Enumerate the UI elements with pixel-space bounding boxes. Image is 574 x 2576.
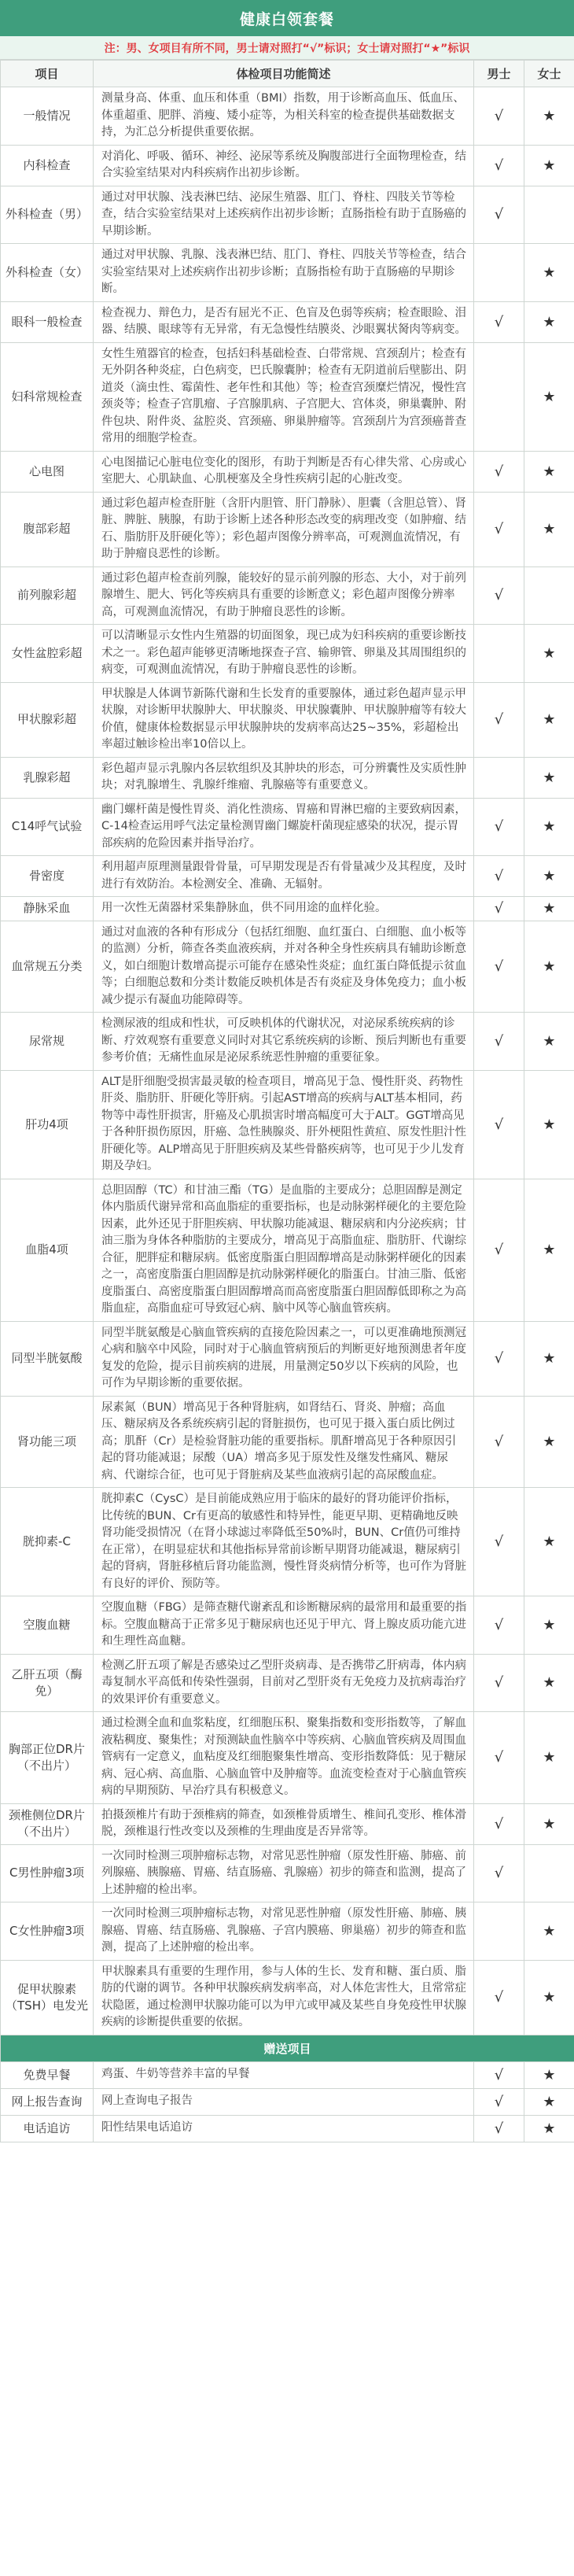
table-row (1, 145, 574, 186)
row-item-name: 妇科常规检查 (1, 342, 94, 451)
row-description: ALT是肝细胞受损害最灵敏的检查项目，增高见于急、慢性肝炎、药物性肝炎、脂肪肝、肝硬化等肝病。引起AST增高的疾病与ALT基本相同，药物等中毒性肝损害，肝癌及心肌损害时增高幅度可大于ALT。GGT增高见于各种肝损伤原因，肝癌、急性胰腺炎、肝外梗阻性黄疸、原发性胆汁性肝硬化等。ALP增高见于肝胆疾病及某些骨骼疾病等，也可见于少儿发育期及孕妇。 (94, 1070, 474, 1179)
row-male-mark: √ (474, 566, 524, 625)
row-female-mark (524, 186, 574, 244)
row-item-name: 促甲状腺素（TSH）电发光 (1, 1960, 94, 2035)
row-description: 一次同时检测三项肿瘤标志物，对常见恶性肿瘤（原发性肝癌、肺癌、胰腺癌、胃癌、结直肠癌、乳腺癌、子宫内膜癌、卵巢癌）初步的筛查和监测，提高了上述肿瘤的检出率。 (94, 1902, 474, 1961)
row-description: 胱抑素C（CysC）是目前能成熟应用于临床的最好的肾功能评价指标，比传统的BUN、Cr有更高的敏感性和特异性，能更早期、更精确地反映肾功能受损情况（在肾小球滤过率降低至50%时，BUN、Cr值仍可维持在正常），在明显症状和其他指标异常前诊断早期肾功能减退，糖尿病引起的肾病，肾脏移植后肾功能监测，慢性肾炎病情分析等，也可作为肾脏有良好的评价、预防等。 (94, 1488, 474, 1596)
row-male-mark: √ (474, 1654, 524, 1712)
row-female-mark: ★ (524, 798, 574, 856)
row-male-mark: √ (474, 1179, 524, 1321)
row-item-name: 乙肝五项（酶免） (1, 1654, 94, 1712)
row-description: 测量身高、体重、血压和体重（BMI）指数，用于诊断高血压、低血压、体重超重、肥胖、消瘦、矮小症等，为相关科室的检查提供基础数据支持，为汇总分析提供重要依据。 (94, 87, 474, 146)
row-item-name: 乳腺彩超 (1, 757, 94, 798)
table-header-row (1, 61, 574, 87)
table-row (1, 1596, 574, 1655)
gift-row (1, 2115, 574, 2142)
row-item-name: 同型半胱氨酸 (1, 1321, 94, 1396)
gift-rows (1, 2035, 574, 2142)
row-item-name: 胸部正位DR片（不出片） (1, 1712, 94, 1804)
row-male-mark: √ (474, 682, 524, 757)
package-title: 健康白领套餐 (0, 0, 574, 36)
gift-section-title: 赠送项目 (1, 2035, 574, 2061)
row-item-name: 尿常规 (1, 1013, 94, 1071)
column-header-desc: 体检项目功能简述 (94, 61, 474, 87)
row-female-mark: ★ (524, 2115, 574, 2142)
table-row (1, 186, 574, 244)
table-row (1, 1396, 574, 1488)
table-row (1, 566, 574, 625)
table-row (1, 897, 574, 921)
row-description: 彩色超声显示乳腺内各层软组织及其肿块的形态，可分辨囊性及实质性肿块；对乳腺增生、乳腺纤维瘤、乳腺癌等有重要意义。 (94, 757, 474, 798)
row-description: 同型半胱氨酸是心脑血管疾病的直接危险因素之一，可以更准确地预测冠心病和脑卒中风险，同时对于心脑血管病预后的判断更好地预测患者年度复发的危险，提示目前疾病的进展，用量测定50岁以下疾病的风险，也可作为早期诊断的重要依据。 (94, 1321, 474, 1396)
row-description: 通过检测全血和血浆粘度，红细胞压积、聚集指数和变形指数等，了解血液粘稠度、聚集性；对预测缺血性脑卒中等疾病、心脑血管疾病及周围血管病有一定意义，血粘度及红细胞聚集性增高、变形指数降低：见于糖尿病、冠心病、高血脂、心脑血管中及肿瘤等。血流变检查对于心脑血管疾病的早期预防、早治疗具有积极意义。 (94, 1712, 474, 1804)
row-female-mark: ★ (524, 682, 574, 757)
row-description: 通过彩色超声检查前列腺，能较好的显示前列腺的形态、大小，对于前列腺增生、肥大、钙化等疾病具有重要的诊断意义；彩色超声图像分辨率高，可观测血流情况，有助于肿瘤良恶性的诊断。 (94, 566, 474, 625)
table-row (1, 87, 574, 146)
row-male-mark: √ (474, 451, 524, 492)
row-description: 对消化、呼吸、循环、神经、泌尿等系统及胸腹部进行全面物理检查，结合实验室结果对内科疾病作出初步诊断。 (94, 145, 474, 186)
row-item-name: 女性盆腔彩超 (1, 625, 94, 683)
row-item-name: 电话追访 (1, 2115, 94, 2142)
row-description: 检测尿液的组成和性状，可反映机体的代谢状况，对泌尿系统疾病的诊断、疗效观察有重要意义同时对其它系统疾病的诊断、预后判断也有重要参考价值；无痛性血尿是泌尿系统恶性肿瘤的重要征象。 (94, 1013, 474, 1071)
row-item-name: 外科检查（女） (1, 244, 94, 302)
table-row (1, 342, 574, 451)
table-row (1, 1070, 574, 1179)
row-item-name: 肝功4项 (1, 1070, 94, 1179)
row-female-mark: ★ (524, 145, 574, 186)
row-male-mark: √ (474, 145, 524, 186)
row-female-mark: ★ (524, 1013, 574, 1071)
row-female-mark: ★ (524, 1902, 574, 1961)
table-row (1, 1960, 574, 2035)
table-row (1, 492, 574, 566)
row-male-mark: √ (474, 1960, 524, 2035)
row-female-mark: ★ (524, 625, 574, 683)
row-female-mark (524, 1844, 574, 1902)
row-item-name: 胱抑素-C (1, 1488, 94, 1596)
row-item-name: 骨密度 (1, 856, 94, 897)
row-item-name: 肾功能三项 (1, 1396, 94, 1488)
row-male-mark (474, 1902, 524, 1961)
table-row (1, 1654, 574, 1712)
row-item-name: 静脉采血 (1, 897, 94, 921)
row-item-name: 颈椎侧位DR片（不出片） (1, 1803, 94, 1844)
row-male-mark: √ (474, 856, 524, 897)
row-female-mark: ★ (524, 492, 574, 566)
row-male-mark: √ (474, 1013, 524, 1071)
row-description: 甲状腺素具有重要的生理作用，参与人体的生长、发育和糖、蛋白质、脂肪的代谢的调节。各种甲状腺疾病发病率高，对人体危害性大，且常常症状隐匿，通过检测甲状腺功能可以为甲亢或甲减及某些自身免疫性甲状腺疾病的诊断提供重要的依据。 (94, 1960, 474, 2035)
row-item-name: 甲状腺彩超 (1, 682, 94, 757)
row-item-name: 血常规五分类 (1, 921, 94, 1013)
row-item-name: 网上报告查询 (1, 2088, 94, 2115)
row-female-mark: ★ (524, 897, 574, 921)
row-description: 检查视力、辩色力，是否有屈光不正、色盲及色弱等疾病；检查眼睑、泪器、结膜、眼球等有无异常，有无急慢性结膜炎、沙眼翼状胬肉等病变。 (94, 301, 474, 342)
row-item-name: 血脂4项 (1, 1179, 94, 1321)
row-female-mark: ★ (524, 1321, 574, 1396)
column-header-item: 项目 (1, 61, 94, 87)
row-male-mark (474, 625, 524, 683)
row-male-mark: √ (474, 1488, 524, 1596)
row-female-mark: ★ (524, 757, 574, 798)
table-row (1, 625, 574, 683)
table-row (1, 921, 574, 1013)
row-female-mark: ★ (524, 244, 574, 302)
exam-rows (1, 87, 574, 2035)
table-row (1, 798, 574, 856)
row-female-mark: ★ (524, 856, 574, 897)
table-row (1, 1902, 574, 1961)
row-description: 检测乙肝五项了解是否感染过乙型肝炎病毒、是否携带乙肝病毒，体内病毒复制水平高低和传染性强弱，目前对乙型肝炎有无免疫力及抗病毒治疗的效果评价有重要意义。 (94, 1654, 474, 1712)
row-item-name: C女性肿瘤3项 (1, 1902, 94, 1961)
table-row (1, 856, 574, 897)
row-male-mark: √ (474, 1596, 524, 1655)
table-row (1, 1179, 574, 1321)
table-row (1, 244, 574, 302)
row-item-name: 眼科一般检查 (1, 301, 94, 342)
row-male-mark: √ (474, 921, 524, 1013)
row-description: 女性生殖器官的检查，包括妇科基础检查、白带常规、宫颈刮片；检查有无外阴各种炎症，白色病变，巴氏腺囊肿；检查有无阴道前后壁膨出、阴道炎（滴虫性、霉菌性、老年性和其他）等；检查宫颈糜烂情况，慢性宫颈炎等；检查子宫肌瘤、子宫腺肌病、子宫肥大、宫体炎，卵巢囊肿、附件包块、附件炎、盆腔炎、宫颈癌、卵巢肿瘤等。宫颈刮片为宫颈癌普查常用的细胞学检查。 (94, 342, 474, 451)
row-female-mark: ★ (524, 342, 574, 451)
row-description: 空腹血糖（FBG）是筛查糖代谢紊乱和诊断糖尿病的最常用和最重要的指标。空腹血糖高于正常多见于糖尿病也还见于甲亢、肾上腺皮质功能亢进和生理性高血糖。 (94, 1596, 474, 1655)
table-row (1, 1321, 574, 1396)
column-header-female: 女士 (524, 61, 574, 87)
row-item-name: 内科检查 (1, 145, 94, 186)
row-description: 通过对甲状腺、乳腺、浅表淋巴结、肛门、脊柱、四肢关节等检查，结合实验室结果对上述疾病作出初步诊断；直肠指检有助于直肠癌的早期诊断。 (94, 244, 474, 302)
row-description: 拍摄颈椎片有助于颈椎病的筛查，如颈椎骨质增生、椎间孔变形、椎体滑脱，颈椎退行性改变以及颈椎的生理曲度是否异常等。 (94, 1803, 474, 1844)
row-male-mark: √ (474, 1321, 524, 1396)
row-item-name: 腹部彩超 (1, 492, 94, 566)
gift-section-header (1, 2035, 574, 2061)
row-female-mark: ★ (524, 1070, 574, 1179)
row-item-name: 外科检查（男） (1, 186, 94, 244)
row-item-name: 免费早餐 (1, 2061, 94, 2088)
row-male-mark: √ (474, 492, 524, 566)
table-row (1, 757, 574, 798)
row-female-mark: ★ (524, 1960, 574, 2035)
row-male-mark (474, 244, 524, 302)
row-female-mark: ★ (524, 1396, 574, 1488)
row-female-mark: ★ (524, 1596, 574, 1655)
table-row (1, 1013, 574, 1071)
table-row (1, 1803, 574, 1844)
row-description: 通过对血液的各种有形成分（包括红细胞、血红蛋白、白细胞、血小板等的监测）分析，筛查各类血液疾病，并对各种全身性疾病具有辅助诊断意义，如白细胞计数增高提示可能存在感染性炎症；血红蛋白降低提示贫血等；白细胞总数和分类计数能反映机体是否有炎症及身体免疫力；血小板减少提示有凝血功能障碍等。 (94, 921, 474, 1013)
gift-row (1, 2088, 574, 2115)
row-item-name: 一般情况 (1, 87, 94, 146)
row-female-mark: ★ (524, 1712, 574, 1804)
row-female-mark: ★ (524, 87, 574, 146)
row-male-mark: √ (474, 2088, 524, 2115)
table-row (1, 1712, 574, 1804)
table-row (1, 1844, 574, 1902)
row-item-name: C14呼气试验 (1, 798, 94, 856)
row-item-name: 心电图 (1, 451, 94, 492)
table-row (1, 682, 574, 757)
row-male-mark: √ (474, 897, 524, 921)
row-male-mark: √ (474, 1803, 524, 1844)
row-item-name: 空腹血糖 (1, 1596, 94, 1655)
row-female-mark: ★ (524, 1488, 574, 1596)
row-female-mark: ★ (524, 1179, 574, 1321)
column-header-male: 男士 (474, 61, 524, 87)
row-description: 阳性结果电话追访 (94, 2115, 474, 2142)
row-female-mark: ★ (524, 2061, 574, 2088)
row-male-mark: √ (474, 301, 524, 342)
row-male-mark: √ (474, 1712, 524, 1804)
row-description: 鸡蛋、牛奶等营养丰富的早餐 (94, 2061, 474, 2088)
row-male-mark: √ (474, 1396, 524, 1488)
row-description: 利用超声原理测量跟骨骨量，可早期发现是否有骨量减少及其程度，及时进行有效防治。本检测安全、准确、无辐射。 (94, 856, 474, 897)
exam-table (0, 60, 574, 2142)
table-row (1, 1488, 574, 1596)
row-description: 心电图描记心脏电位变化的图形，有助于判断是否有心律失常、心房或心室肥大、心肌缺血、心肌梗塞及全身性疾病引起的心脏改变。 (94, 451, 474, 492)
row-description: 一次同时检测三项肿瘤标志物，对常见恶性肿瘤（原发性肝癌、肺癌、前列腺癌、胰腺癌、胃癌、结直肠癌、乳腺癌）初步的筛查和监测，提高了上述肿瘤的检出率。 (94, 1844, 474, 1902)
row-description: 通过彩色超声检查肝脏（含肝内胆管、肝门静脉）、胆囊（含胆总管）、肾脏、脾脏、胰腺，有助于诊断上述各种形态改变的病理改变（如肿瘤、结石、脂肪肝及肝硬化等）；彩色超声图像分辨率高，可观测血流情况，有助于肿瘤良恶性的诊断。 (94, 492, 474, 566)
row-male-mark: √ (474, 798, 524, 856)
table-row (1, 301, 574, 342)
row-female-mark: ★ (524, 921, 574, 1013)
row-male-mark: √ (474, 186, 524, 244)
row-female-mark: ★ (524, 1803, 574, 1844)
row-male-mark: √ (474, 2115, 524, 2142)
row-female-mark (524, 566, 574, 625)
row-item-name: C男性肿瘤3项 (1, 1844, 94, 1902)
row-male-mark (474, 342, 524, 451)
row-description: 总胆固醇（TC）和甘油三酯（TG）是血脂的主要成分；总胆固醇是测定体内脂质代谢异常和高血脂症的重要指标，也是动脉粥样硬化的主要危险因素，此外还见于肝胆疾病、甲状腺功能减退、糖尿病和内分泌疾病；甘油三脂为身体各种脂肪的主要成分，增高见于高脂血症、脂肪肝、代谢综合征，肥胖症和糖尿病。低密度脂蛋白胆固醇增高是动脉粥样硬化的因素之一，高密度脂蛋白胆固醇是抗动脉粥样硬化的脂蛋白。甘油三脂、低密度脂蛋白、高密度脂蛋白胆固醇增高而高密度脂蛋白胆固醇低即称之为高脂血症，高脂血症可导致冠心病、脑中风等心脑血管疾病。 (94, 1179, 474, 1321)
row-male-mark (474, 757, 524, 798)
row-female-mark: ★ (524, 301, 574, 342)
row-description: 尿素氮（BUN）增高见于各种肾脏病，如肾结石、肾炎、肿瘤；高血压、糖尿病及各系统疾病引起的肾脏损伤，也可见于摄入蛋白质比例过高；肌酐（Cr）是检验肾脏功能的重要指标。肌酐增高见于各种原因引起的肾功能减退；尿酸（UA）增高多见于原发性及继发性痛风、糖尿病、代谢综合征，也可见于肾脏病及某些血液病引起的高尿酸血症。 (94, 1396, 474, 1488)
row-item-name: 前列腺彩超 (1, 566, 94, 625)
row-female-mark: ★ (524, 451, 574, 492)
row-description: 幽门螺杆菌是慢性胃炎、消化性溃疡、胃癌和胃淋巴瘤的主要致病因素，C-14检查运用呼气法定量检测胃幽门螺旋杆菌现症感染的状况，提示胃部疾病的危险因素并指导治疗。 (94, 798, 474, 856)
gender-note: 注：男、女项目有所不同，男士请对照打“√”标识；女士请对照打“★”标识 (0, 36, 574, 60)
row-female-mark: ★ (524, 2088, 574, 2115)
row-description: 甲状腺是人体调节新陈代谢和生长发育的重要腺体，通过彩色超声显示甲状腺，对诊断甲状腺肿大、甲状腺炎、甲状腺囊肿、甲状腺肿瘤等有较大价值，健康体检数据显示甲状腺肿块的发病率高达25~35%，彩超检出率超过触诊检出率10倍以上。 (94, 682, 474, 757)
row-description: 网上查询电子报告 (94, 2088, 474, 2115)
row-description: 用一次性无菌器材采集静脉血，供不同用途的血样化验。 (94, 897, 474, 921)
row-male-mark: √ (474, 87, 524, 146)
row-male-mark: √ (474, 1844, 524, 1902)
row-description: 通过对甲状腺、浅表淋巴结、泌尿生殖器、肛门、脊柱、四肢关节等检查，结合实验室结果对上述疾病作出初步诊断；直肠指检有助于直肠癌的早期诊断。 (94, 186, 474, 244)
row-male-mark: √ (474, 2061, 524, 2088)
gift-row (1, 2061, 574, 2088)
row-female-mark: ★ (524, 1654, 574, 1712)
row-male-mark: √ (474, 1070, 524, 1179)
row-description: 可以清晰显示女性内生殖器的切面图象，现已成为妇科疾病的重要诊断技术之一。彩色超声能够更清晰地探查子宫、输卵管、卵巢及其周围组织的病变，可观测血流情况，有助于肿瘤良恶性的诊断。 (94, 625, 474, 683)
table-row (1, 451, 574, 492)
